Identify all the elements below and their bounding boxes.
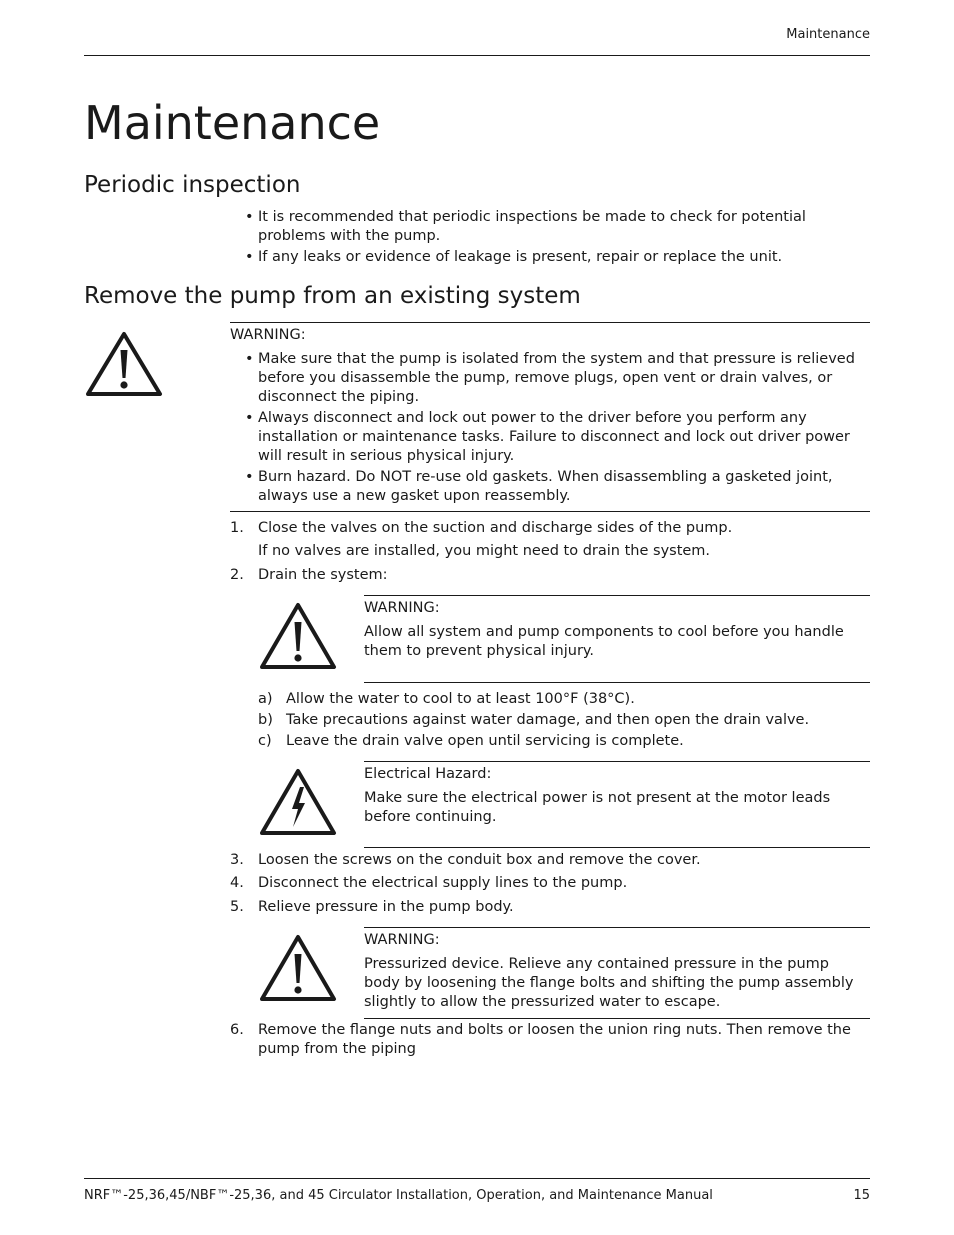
section-heading-remove-pump: Remove the pump from an existing system — [84, 283, 581, 309]
list-item: • Burn hazard. Do NOT re-use old gaskets. When disassembling a gasketed joint, always use a new gasket upon reassembly. — [245, 469, 833, 504]
warning-bottom-rule — [230, 511, 870, 512]
warning-pressure-text: Pressurized device. Relieve any contained pressure in the pump body by loosening the flange bolts and shifting the pump assembly slightly to allow the pressurized water to escape. — [364, 956, 854, 1010]
step-number: 1. — [230, 520, 244, 536]
list-item: • It is recommended that periodic inspections be made to check for potential problems with the pump. — [245, 209, 806, 244]
warning-cool-label: WARNING: — [364, 600, 440, 616]
substep-letter: a) — [258, 691, 273, 707]
step-note: If no valves are installed, you might need to drain the system. — [258, 543, 711, 559]
step-text: Disconnect the electrical supply lines to the pump. — [258, 875, 628, 891]
step-text: Drain the system: — [258, 567, 388, 583]
electrical-hazard-bottom-rule — [364, 847, 870, 848]
page-number: 15 — [853, 1188, 870, 1203]
footer-manual-title: NRF™-25,36,45/NBF™-25,36, and 45 Circulator Installation, Operation, and Maintenance Manual — [84, 1188, 713, 1203]
warning-triangle-icon — [258, 933, 338, 1003]
step-number: 2. — [230, 567, 244, 583]
electrical-hazard-top-rule — [364, 761, 870, 762]
warning-cool-top-rule — [364, 595, 870, 596]
step-number: 5. — [230, 899, 244, 915]
warning-bullet-list — [245, 350, 870, 506]
warning-cool-bottom-rule — [364, 682, 870, 683]
substep-text: Leave the drain valve open until servicing is complete. — [286, 733, 684, 749]
substep-text: Take precautions against water damage, and then open the drain valve. — [286, 712, 810, 728]
step-text: Relieve pressure in the pump body. — [258, 899, 514, 915]
list-item: • Make sure that the pump is isolated from the system and that pressure is relieved before you disassemble the pump, remove plugs, open vent or drain valves, or disconnect the piping. — [245, 351, 855, 405]
warning-pressure-bottom-rule — [364, 1018, 870, 1019]
warning-top-rule — [230, 322, 870, 323]
substep-letter: b) — [258, 712, 273, 728]
warning-cool-text: Allow all system and pump components to cool before you handle them to prevent physical injury. — [364, 624, 844, 659]
header-rule — [84, 55, 870, 56]
list-item: • Always disconnect and lock out power to the driver before you perform any installation or maintenance tasks. Failure to disconnect and lock out driver power will result in serious physical injury. — [245, 410, 850, 464]
step-number: 6. — [230, 1022, 244, 1038]
page-title: Maintenance — [84, 96, 381, 150]
electrical-hazard-icon — [258, 767, 338, 837]
list-item: • If any leaks or evidence of leakage is present, repair or replace the unit. — [245, 249, 783, 265]
step-text: Remove the flange nuts and bolts or loosen the union ring nuts. Then remove the pump from the piping — [258, 1022, 851, 1057]
section-heading-periodic-inspection: Periodic inspection — [84, 172, 301, 198]
warning-pressure-label: WARNING: — [364, 932, 440, 948]
step-number: 3. — [230, 852, 244, 868]
warning-label: WARNING: — [230, 327, 306, 343]
bullet-list-periodic — [245, 208, 870, 267]
running-header: Maintenance — [786, 27, 870, 42]
step-text: Close the valves on the suction and discharge sides of the pump. — [258, 520, 733, 536]
step-text: Loosen the screws on the conduit box and remove the cover. — [258, 852, 701, 868]
substep-text: Allow the water to cool to at least 100°F (38°C). — [286, 691, 635, 707]
substep-letter: c) — [258, 733, 272, 749]
electrical-hazard-label: Electrical Hazard: — [364, 766, 492, 782]
step-number: 4. — [230, 875, 244, 891]
warning-pressure-top-rule — [364, 927, 870, 928]
electrical-hazard-text: Make sure the electrical power is not present at the motor leads before continuing. — [364, 790, 831, 825]
warning-triangle-icon — [258, 601, 338, 671]
footer-rule — [84, 1178, 870, 1179]
warning-triangle-icon — [84, 330, 164, 398]
